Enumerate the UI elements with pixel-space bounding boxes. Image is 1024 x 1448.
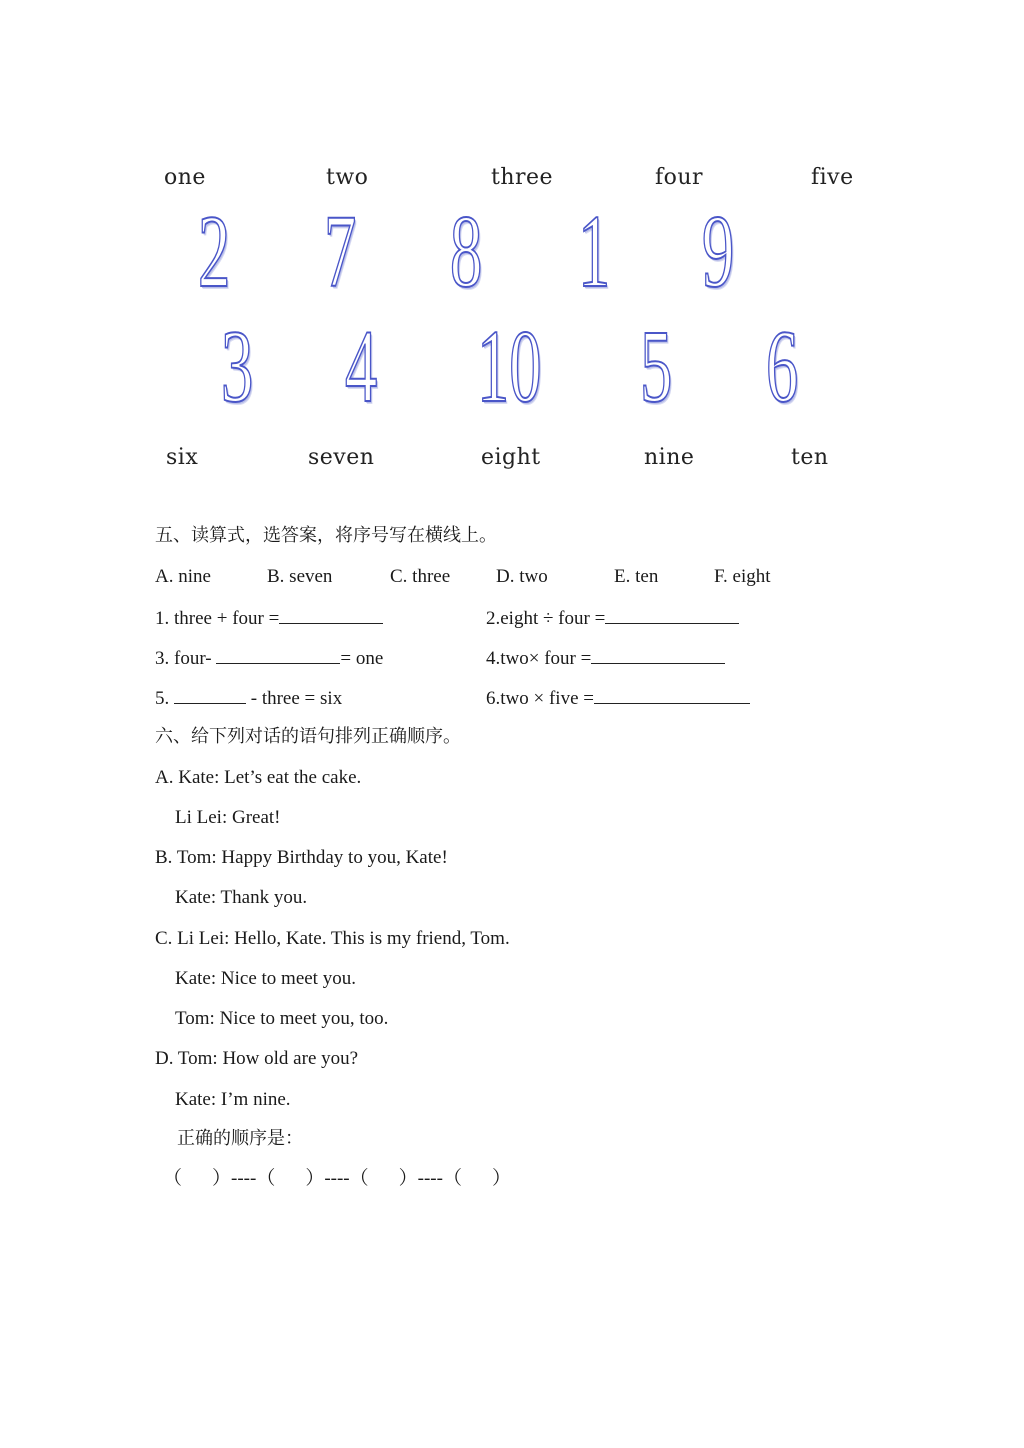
word-seven: seven xyxy=(308,445,375,470)
order-open-1: （ xyxy=(163,1168,183,1189)
question-3-text-pre: 3. four- xyxy=(155,648,212,669)
option-b: B. seven xyxy=(267,566,333,587)
dialogue-d-line-2: Kate: I’m nine. xyxy=(175,1089,291,1110)
answer-blank-2[interactable] xyxy=(605,605,739,624)
digit-3: 3 xyxy=(221,309,254,424)
order-close-4: ） xyxy=(491,1168,511,1189)
word-three: three xyxy=(491,165,554,190)
option-e: E. ten xyxy=(614,566,659,587)
word-four: four xyxy=(655,165,704,190)
digit-2: 2 xyxy=(198,194,231,309)
dialogue-b-line-2: Kate: Thank you. xyxy=(175,887,308,908)
question-3-text-post: = one xyxy=(340,648,384,669)
word-two: two xyxy=(326,165,369,190)
dialogue-c-line-2: Kate: Nice to meet you. xyxy=(175,968,356,989)
question-2 xyxy=(486,605,739,631)
question-1 xyxy=(155,605,383,631)
answer-blank-3[interactable] xyxy=(216,645,340,664)
option-d: D. two xyxy=(496,566,548,587)
question-2-text: 2.eight ÷ four = xyxy=(486,608,606,629)
section-five-heading: 五、读算式，选答案，将序号写在横线上。 xyxy=(155,525,497,546)
answer-blank-5[interactable] xyxy=(174,685,246,704)
answer-order-label: 正确的顺序是： xyxy=(177,1128,303,1149)
answer-blank-6[interactable] xyxy=(594,685,750,704)
dialogue-d-line-1: D. Tom: How old are you? xyxy=(155,1048,359,1069)
digit-10: 10 xyxy=(477,309,542,424)
word-ten: ten xyxy=(791,445,829,470)
question-5 xyxy=(155,685,342,711)
option-f: F. eight xyxy=(714,566,771,587)
word-nine: nine xyxy=(644,445,695,470)
dialogue-a-line-1: A. Kate: Let’s eat the cake. xyxy=(155,767,362,788)
dialogue-c-line-3: Tom: Nice to meet you, too. xyxy=(175,1008,389,1029)
dialogue-b-line-1: B. Tom: Happy Birthday to you, Kate! xyxy=(155,847,448,868)
digit-7: 7 xyxy=(324,194,357,309)
word-five: five xyxy=(811,165,854,190)
dialogue-a-line-2: Li Lei: Great! xyxy=(175,807,281,828)
digit-9: 9 xyxy=(702,194,735,309)
option-a: A. nine xyxy=(155,566,211,587)
word-eight: eight xyxy=(481,445,541,470)
answer-blank-4[interactable] xyxy=(591,645,725,664)
word-six: six xyxy=(166,445,199,470)
digit-4: 4 xyxy=(345,309,378,424)
word-one: one xyxy=(164,165,206,190)
question-1-text: 1. three + four = xyxy=(155,608,280,629)
question-6 xyxy=(486,685,750,711)
order-sep-2: ）----（ xyxy=(305,1168,369,1189)
dialogue-c-line-1: C. Li Lei: Hello, Kate. This is my friend, Tom. xyxy=(155,928,510,949)
digit-1: 1 xyxy=(578,194,611,309)
digit-6: 6 xyxy=(766,309,799,424)
order-sep-3: ）----（ xyxy=(398,1168,462,1189)
question-5-text-pre: 5. xyxy=(155,688,170,709)
answer-blank-1[interactable] xyxy=(279,605,383,624)
digit-8: 8 xyxy=(450,194,483,309)
option-c: C. three xyxy=(390,566,451,587)
question-3 xyxy=(155,645,383,671)
question-5-text-post: - three = six xyxy=(250,688,343,709)
question-6-text: 6.two × five = xyxy=(486,688,594,709)
question-4 xyxy=(486,645,725,671)
answer-order-row xyxy=(163,1167,511,1191)
order-sep-1: ）----（ xyxy=(212,1168,276,1189)
section-six-heading: 六、给下列对话的语句排列正确顺序。 xyxy=(155,726,461,747)
digit-5: 5 xyxy=(640,309,673,424)
question-4-text: 4.two× four = xyxy=(486,648,592,669)
